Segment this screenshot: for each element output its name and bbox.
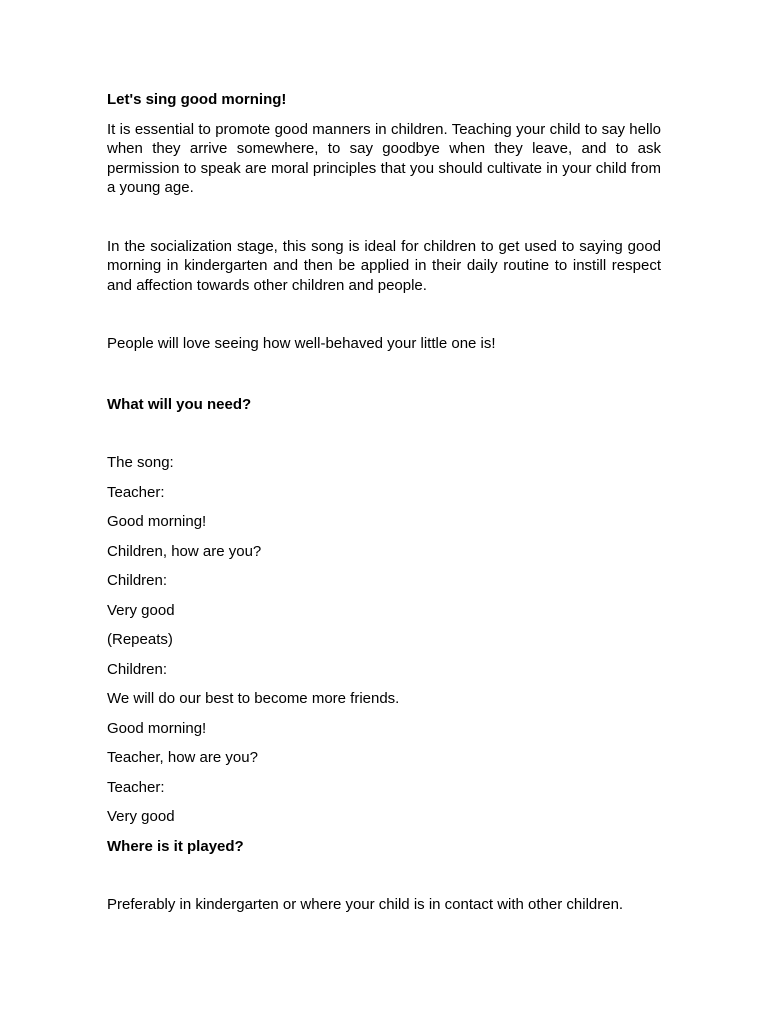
song-line: Teacher, how are you? <box>107 749 258 766</box>
document-page <box>107 88 661 915</box>
song-line: Good morning! <box>107 719 207 737</box>
song-line: Good morning! <box>107 513 207 530</box>
song-line: Teacher: <box>107 778 165 796</box>
song-line: Children: <box>107 572 168 589</box>
song-line: Very good <box>107 808 175 825</box>
where-answer: Preferably in kindergarten or where your child is in contact with other children. <box>107 896 624 913</box>
song-line: We will do our best to become more friends. <box>107 690 400 707</box>
needs-heading: What will you need? <box>107 395 252 413</box>
document-title: Let's sing good morning! <box>107 91 287 108</box>
closing-line: People will love seeing how well-behaved your little one is! <box>107 335 496 352</box>
song-line: Teacher: <box>107 483 165 501</box>
socialization-paragraph: In the socialization stage, this song is ideal for children to get used to saying good morning in kindergarten and then be applied in their daily routine to instill respect and affection towards other children and people. <box>107 237 661 294</box>
song-line: (Repeats) <box>107 631 173 648</box>
song-lines <box>107 453 661 837</box>
song-line: Very good <box>107 601 175 619</box>
where-heading: Where is it played? <box>107 837 244 855</box>
intro-paragraph: It is essential to promote good manners in children. Teaching your child to say hello when they arrive somewhere, to say goodbye when they leave, and to ask permission to speak are moral principles that you should cultivate in your child from a young age. <box>107 120 661 196</box>
song-line: Children: <box>107 660 168 678</box>
song-line: Children, how are you? <box>107 542 262 560</box>
song-line: The song: <box>107 454 174 471</box>
